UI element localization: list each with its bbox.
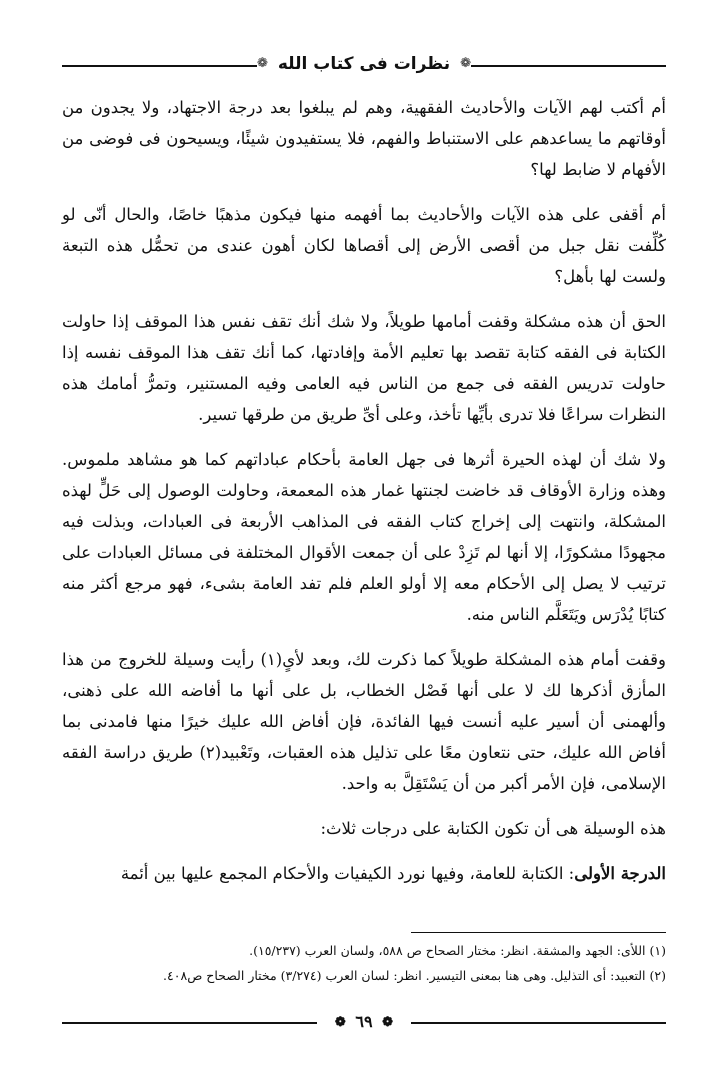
paragraph-7-text: : الكتابة للعامة، وفيها نورد الكيفيات والأحكام المجمع عليها بين أئمة — [120, 864, 575, 883]
header-ornament-right-icon: ❁ — [460, 56, 471, 71]
footer-ornament-right-icon: ❁ — [382, 1014, 394, 1030]
footnotes — [62, 938, 666, 988]
paragraph-4: ولا شك أن لهذه الحيرة أثرها فى جهل العامة بأحكام عباداتهم كما هو مشاهد ملموس. وهذه وزارة الأوقاف قد خاضت لجنتها غمار هذه المعمعة، وحاولت الوصول إلى حَلٍّ لهذه المشكلة، وانتهت إلى إخراج كتاب الفقه فى المذاهب الأربعة فى العبادات، وبذلت فيه مجهودًا مشكورًا، إلا أنها لم تَزِدْ على أن جمعت الأقوال المختلفة فى مسائل العبادات على ترتيب لا يصل إلى الأحكام معه إلا أولو العلم فلم تفد العامة بشىء، فهو مرجع أكثر منه كتابًا يُدْرَس ويَتَعَلَّم الناس منه. — [62, 450, 666, 624]
header-ornament-left-icon: ❁ — [257, 56, 268, 71]
footnote-2: (٢) التعبيد: أى التذليل. وهى هنا بمعنى التيسير. انظر: لسان العرب (٣/٢٧٤) مختار الصحاح ص٤٠٨. — [163, 968, 666, 983]
paragraph-7 — [62, 858, 666, 889]
running-header — [62, 52, 666, 76]
footnote-separator — [411, 932, 666, 933]
paragraph-5: وقفت أمام هذه المشكلة طويلاً كما ذكرت لك، وبعد لأىٍ(١) رأيت وسيلة للخروج من هذا المأزق أذكرها لك لا على أنها فَصْل الخطاب، بل على أنها ما أفاضه الله على ذهنى، وألهمنى أن أسير عليه أنست فيها الفائدة، فإن أفاض الله عليك خيرًا منها فامدنى بما أفاض الله عليك، حتى نتعاون معًا على تذليل هذه العقبات، وتَعْبيد(٢) طريق دراسة الفقه الإسلامى، فإن الأمر أكبر من أن يَسْتَقِلَّ به واحد. — [62, 650, 667, 793]
header-title: نظرات فى كتاب الله — [277, 54, 451, 74]
paragraph-6: هذه الوسيلة هى أن تكون الكتابة على درجات ثلاث: — [320, 819, 666, 838]
main-text — [62, 92, 666, 903]
page-number: ٦٩ — [355, 1012, 373, 1031]
footer-number-wrap — [62, 1010, 666, 1035]
paragraph-3: الحق أن هذه مشكلة وقفت أمامها طويلاً، ولا شك أنك تقف نفس هذا الموقف إذا حاولت الكتابة فى الفقه كتابة تقصد بها تعليم الأمة وإفادتها، كما أنك تقف هذا الموقف نفسه إذا حاولت تدريس الفقه فى جمع من الناس فيه العامى وفيه المستنير، وتمرُّ أمامك هذه النظرات سراعًا فلا تدرى بأيِّها تأخذ، وعلى أىِّ طريق من طرقها تسير. — [62, 312, 666, 424]
header-title-wrap — [62, 52, 666, 76]
page-footer — [62, 1010, 666, 1034]
paragraph-1: أم أكتب لهم الآيات والأحاديث الفقهية، وهم لم يبلغوا بعد درجة الاجتهاد، ولا يجدون من أوقاتهم ما يساعدهم على الاستنباط والفهم، فلا يستفيدون شيئًا، ويسيحون فى فوضى من الأفهام لا ضابط لها؟ — [62, 98, 666, 179]
footer-ornament-left-icon: ❁ — [334, 1014, 346, 1030]
paragraph-7-lead: الدرجة الأولى — [574, 864, 666, 883]
paragraph-2: أم أقفى على هذه الآيات والأحاديث بما أفهمه منها فيكون مذهبًا خاصًا، والحال أنّى لو كُلِّفت نقل جبل من أقصى الأرض إلى أقصاها لكان أهون عندى من تحمُّل هذه التبعة ولست لها بأهل؟ — [62, 205, 666, 286]
footnote-1: (١) اللأى: الجهد والمشقة. انظر: مختار الصحاح ص ٥٨٨، ولسان العرب (١٥/٢٣٧). — [249, 943, 666, 958]
